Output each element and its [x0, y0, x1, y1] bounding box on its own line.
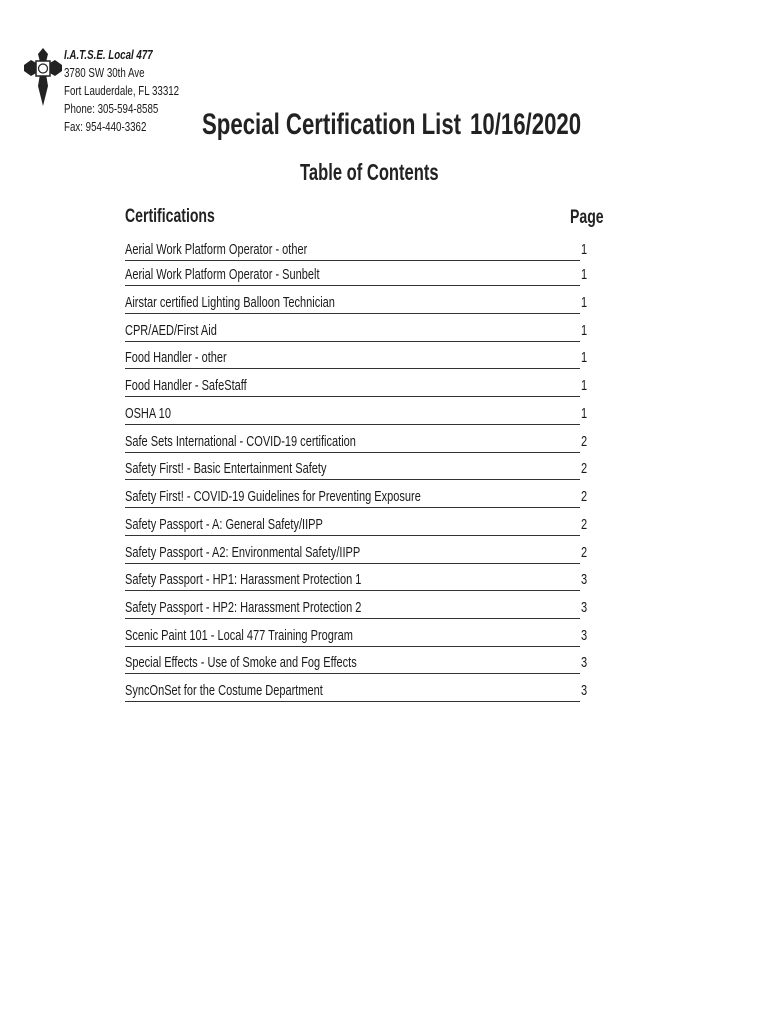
- toc-row-page: 3: [580, 600, 587, 616]
- toc-row-page: 2: [580, 434, 587, 450]
- toc-row: [125, 460, 595, 478]
- document-date: 10/16/2020: [470, 108, 582, 141]
- toc-row-divider: [125, 368, 580, 369]
- toc-row-certification: Safety Passport - A2: Environmental Safety/IIPP: [125, 545, 361, 561]
- toc-row-page: 1: [580, 378, 587, 394]
- organization-name: I.A.T.S.E. Local 477: [64, 48, 153, 62]
- toc-row-page: 1: [580, 267, 587, 283]
- toc-row-certification: Safety Passport - A: General Safety/IIPP: [125, 517, 323, 533]
- toc-row-page: 3: [580, 628, 587, 644]
- toc-row-page: 1: [580, 323, 587, 339]
- toc-row-page: 1: [580, 406, 587, 422]
- toc-row: [125, 627, 595, 645]
- toc-row-certification: Airstar certified Lighting Balloon Technician: [125, 295, 335, 311]
- document-title: Special Certification List: [202, 108, 462, 141]
- toc-row-divider: [125, 341, 580, 342]
- toc-heading: Table of Contents: [300, 159, 439, 185]
- toc-row-page: 2: [580, 461, 587, 477]
- toc-row-divider: [125, 285, 580, 286]
- toc-row: [125, 377, 595, 395]
- toc-list: [125, 0, 595, 1024]
- toc-row-certification: Aerial Work Platform Operator - other: [125, 242, 308, 258]
- toc-row-divider: [125, 424, 580, 425]
- toc-row-page: 2: [580, 517, 587, 533]
- toc-row: [125, 682, 595, 700]
- toc-row-certification: OSHA 10: [125, 406, 171, 422]
- toc-row-certification: CPR/AED/First Aid: [125, 323, 217, 339]
- organization-phone: Phone: 305-594-8585: [64, 102, 159, 116]
- toc-row: [125, 516, 595, 534]
- toc-row-divider: [125, 452, 580, 453]
- column-header-page: Page: [570, 207, 604, 228]
- toc-row: [125, 488, 595, 506]
- iatse-logo-icon: [24, 48, 62, 106]
- toc-row-page: 1: [580, 350, 587, 366]
- toc-row-certification: SyncOnSet for the Costume Department: [125, 683, 323, 699]
- toc-row-certification: Safety First! - Basic Entertainment Safety: [125, 461, 327, 477]
- toc-row-divider: [125, 673, 580, 674]
- toc-row-divider: [125, 563, 580, 564]
- organization-fax: Fax: 954-440-3362: [64, 120, 147, 134]
- toc-row-page: 3: [580, 572, 587, 588]
- toc-row: [125, 349, 595, 367]
- toc-row-divider: [125, 396, 580, 397]
- organization-city: Fort Lauderdale, FL 33312: [64, 84, 180, 98]
- toc-row-certification: Scenic Paint 101 - Local 477 Training Program: [125, 628, 353, 644]
- toc-row: [125, 654, 595, 672]
- toc-row-page: 2: [580, 545, 587, 561]
- toc-row-divider: [125, 535, 580, 536]
- toc-row-page: 2: [580, 489, 587, 505]
- toc-row: [125, 241, 595, 259]
- toc-row-certification: Safety Passport - HP1: Harassment Protection 1: [125, 572, 362, 588]
- toc-row-divider: [125, 479, 580, 480]
- toc-row-page: 1: [580, 242, 587, 258]
- toc-row-certification: Food Handler - other: [125, 350, 227, 366]
- toc-row-divider: [125, 618, 580, 619]
- toc-row: [125, 266, 595, 284]
- toc-row-page: 3: [580, 655, 587, 671]
- column-header-certifications: Certifications: [125, 206, 215, 227]
- toc-row: [125, 571, 595, 589]
- toc-row-page: 1: [580, 295, 587, 311]
- toc-row: [125, 433, 595, 451]
- organization-address: 3780 SW 30th Ave: [64, 66, 145, 80]
- toc-row-certification: Safe Sets International - COVID-19 certification: [125, 434, 356, 450]
- toc-row-divider: [125, 260, 580, 261]
- toc-row: [125, 544, 595, 562]
- toc-row-certification: Safety First! - COVID-19 Guidelines for Preventing Exposure: [125, 489, 421, 505]
- toc-row: [125, 322, 595, 340]
- toc-row-divider: [125, 507, 580, 508]
- toc-row: [125, 405, 595, 423]
- toc-row-divider: [125, 590, 580, 591]
- toc-row-certification: Special Effects - Use of Smoke and Fog Effects: [125, 655, 357, 671]
- toc-row-page: 3: [580, 683, 587, 699]
- toc-row-certification: Aerial Work Platform Operator - Sunbelt: [125, 267, 320, 283]
- toc-row: [125, 599, 595, 617]
- toc-row: [125, 294, 595, 312]
- toc-row-divider: [125, 313, 580, 314]
- toc-row-certification: Food Handler - SafeStaff: [125, 378, 247, 394]
- toc-row-divider: [125, 701, 580, 702]
- toc-row-divider: [125, 646, 580, 647]
- toc-row-certification: Safety Passport - HP2: Harassment Protection 2: [125, 600, 362, 616]
